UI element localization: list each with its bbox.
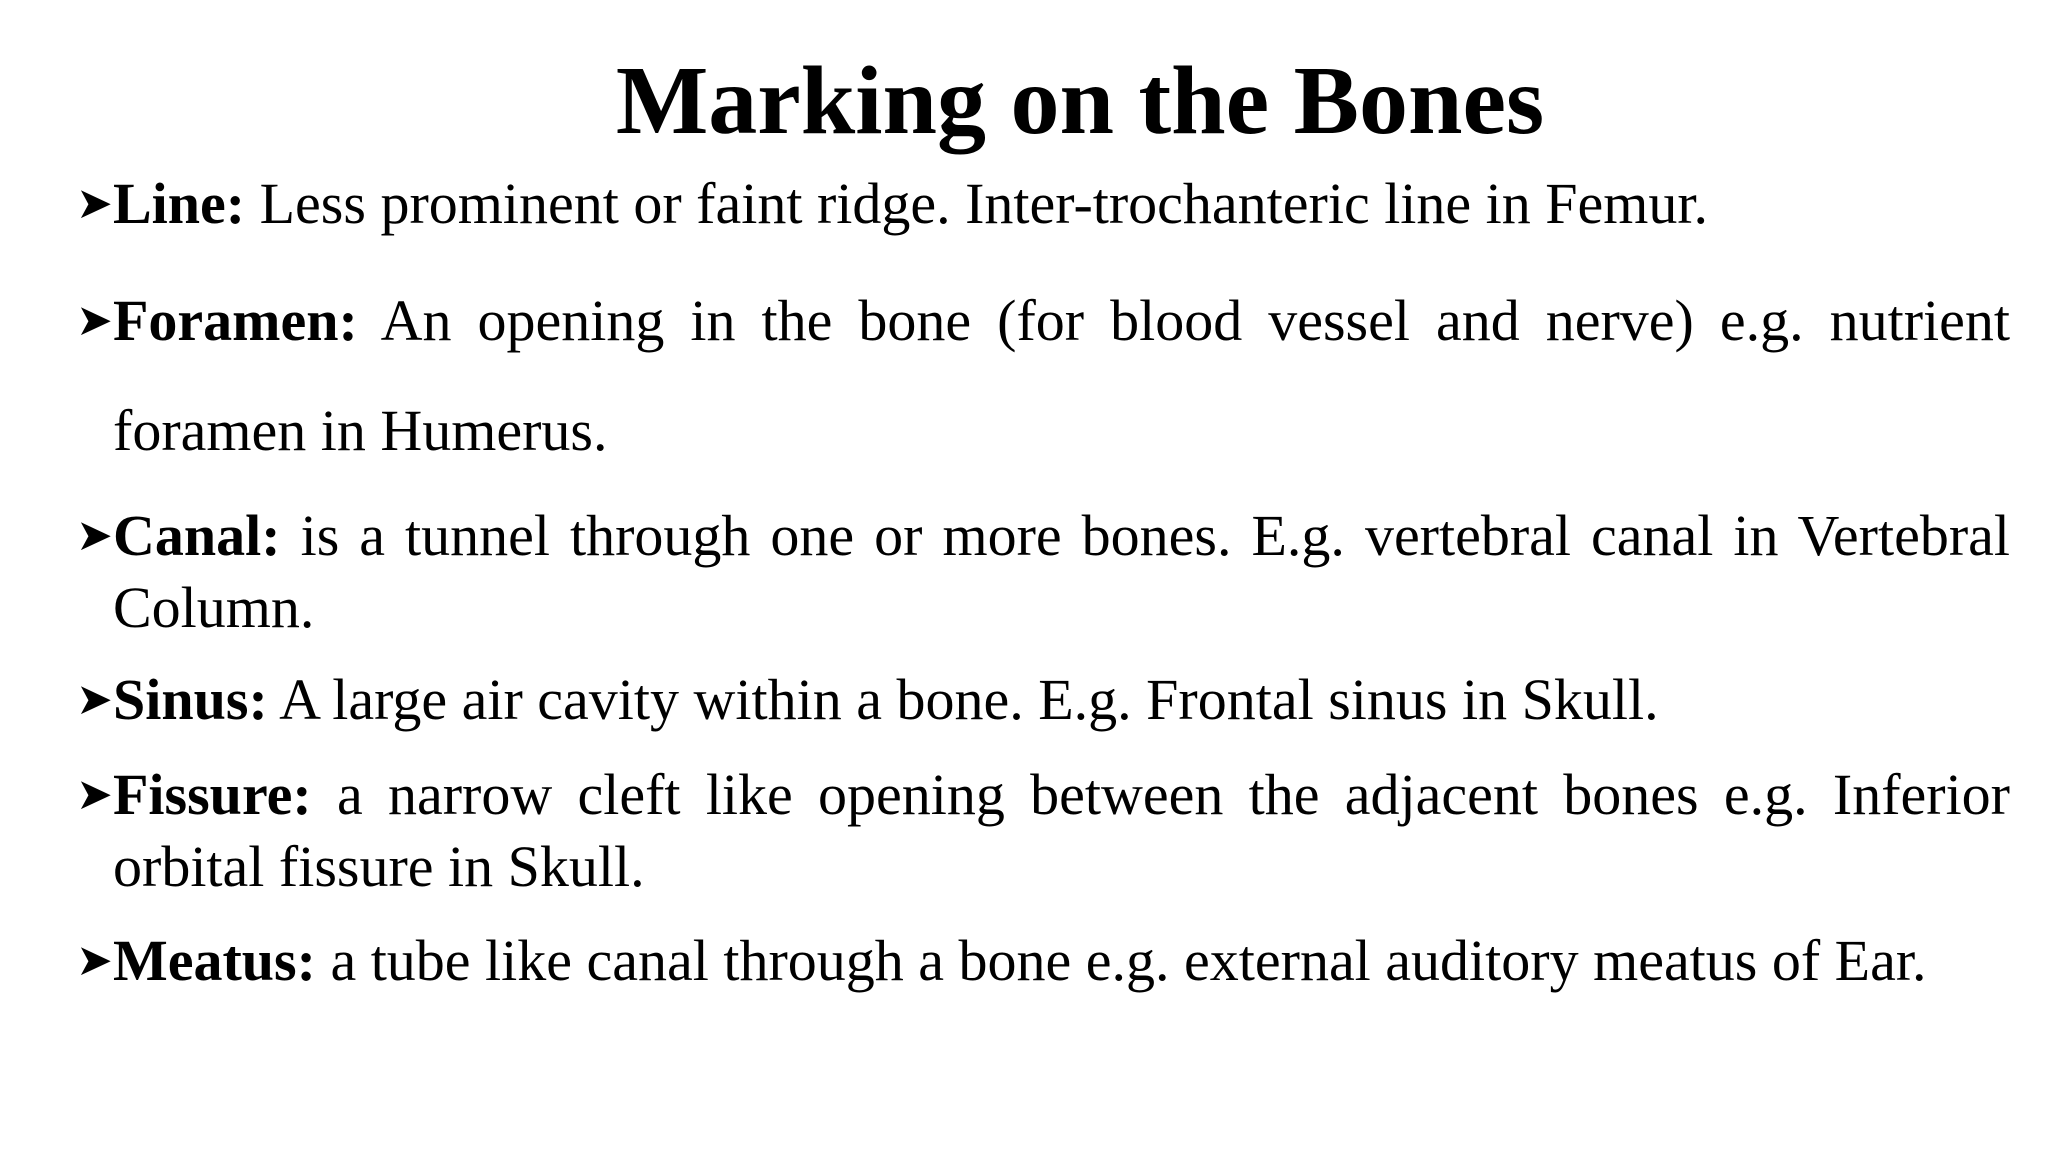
bullet-text: a narrow cleft like opening between the adjacent bones e.g. Inferior orbital fissure in Skull. [113,762,2010,899]
bullet-item-fissure [76,759,2010,903]
bullet-term: Line: [113,171,246,236]
arrowhead-bullet-icon: ➤ [76,935,113,986]
bullet-text: A large air cavity within a bone. E.g. Frontal sinus in Skull. [267,667,1659,732]
bullet-text: An opening in the bone (for blood vessel and nerve) e.g. nutrient foramen in Humerus. [113,288,2010,463]
bullet-item-canal [76,500,2010,644]
bullet-term: Sinus: [113,667,268,732]
bullet-item-sinus [76,664,2010,736]
arrowhead-bullet-icon: ➤ [76,674,113,725]
bullet-item-line [76,168,2010,240]
bullet-text: is a tunnel through one or more bones. E.g. vertebral canal in Vertebral Column. [113,503,2010,640]
bullet-item-meatus [76,925,2010,997]
bullet-text: Less prominent or faint ridge. Inter-trochanteric line in Femur. [245,171,1709,236]
arrowhead-bullet-icon: ➤ [76,178,113,229]
bullet-text: a tube like canal through a bone e.g. external auditory meatus of Ear. [315,928,1927,993]
bullet-term: Canal: [113,503,281,568]
arrowhead-bullet-icon: ➤ [76,510,113,561]
arrowhead-bullet-icon: ➤ [76,295,113,346]
bullet-term: Foramen: [113,288,358,353]
bullet-term: Fissure: [113,762,312,827]
slide-title: Marking on the Bones [615,47,1545,155]
bullet-item-foramen [76,285,2010,486]
bullet-term: Meatus: [113,928,316,993]
arrowhead-bullet-icon: ➤ [76,769,113,820]
